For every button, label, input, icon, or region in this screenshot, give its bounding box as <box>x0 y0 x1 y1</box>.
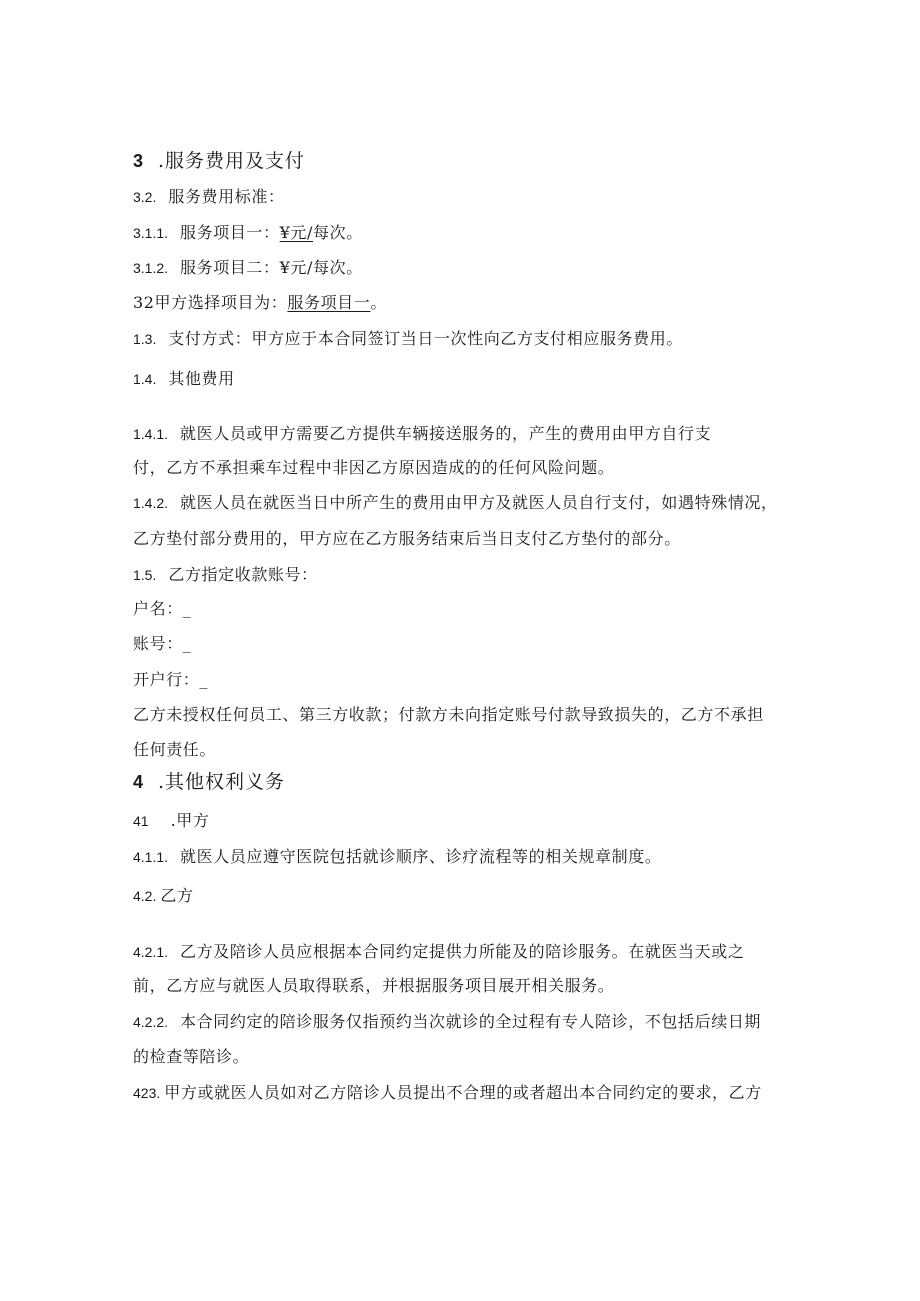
clause-1-3 <box>133 329 683 349</box>
price-blank: ¥元/ <box>279 223 314 242</box>
section-title: .服务费用及支付 <box>158 150 306 172</box>
disclaimer-continued: 任何责任。 <box>133 740 217 759</box>
clause-number: 3.1.1. <box>133 225 169 241</box>
clause-text: 服务项目二：¥元/每次。 <box>180 258 363 277</box>
clause-text: 甲方或就医人员如对乙方陪诊人员提出不合理的或者超出本合同约定的要求，乙方 <box>164 1083 762 1102</box>
clause-text: 付，乙方不承担乘车过程中非因乙方原因造成的的任何风险问题。 <box>133 458 615 477</box>
clause-32 <box>133 293 387 313</box>
clause-4-2 <box>133 886 194 906</box>
clause-text-suffix: 。 <box>370 293 387 312</box>
section-3-heading <box>133 151 305 171</box>
clause-number: 3.1.2. <box>133 260 169 276</box>
clause-4-2-1 <box>133 942 744 962</box>
clause-1-4-2-continued <box>133 529 681 549</box>
clause-4-2-1-continued: 前，乙方应与就医人员取得联系，并根据服务项目展开相关服务。 <box>133 976 615 995</box>
section-number: 3 <box>133 151 145 171</box>
clause-text-suffix: 每次。 <box>313 223 363 242</box>
section-4-heading <box>133 772 285 792</box>
clause-4-1-1 <box>133 847 661 867</box>
clause-text: 乙方 <box>160 886 194 905</box>
clause-text: 就医人员或甲方需要乙方提供车辆接送服务的，产生的费用由甲方自行支 <box>180 424 712 443</box>
clause-text: 32甲方选择项目为： <box>133 293 288 312</box>
account-name-line: 户名：_ <box>133 599 192 618</box>
clause-number: 4.1.1. <box>133 849 169 865</box>
section-title: .其他权利义务 <box>158 771 286 793</box>
clause-number: 1.4.1. <box>133 426 169 442</box>
clause-number: 41 <box>133 813 149 829</box>
clause-number: 4.2.1. <box>133 944 169 960</box>
account-number-line: 账号：_ <box>133 634 192 653</box>
clause-1-4-2 <box>133 493 778 513</box>
clause-3-1-1 <box>133 223 363 243</box>
clause-1-4-1-continued <box>133 458 614 478</box>
clause-text: .甲方 <box>170 811 210 830</box>
clause-number: 423. <box>133 1085 161 1101</box>
section-number: 4 <box>133 772 145 792</box>
clause-text: 乙方及陪诊人员应根据本合同约定提供力所能及的陪诊服务。在就医当天或之 <box>180 942 745 961</box>
clause-4-2-2-continued: 的检查等陪诊。 <box>133 1047 250 1066</box>
clause-3-2 <box>133 187 285 207</box>
clause-text: 乙方垫付部分费用的，甲方应在乙方服务结束后当日支付乙方垫付的部分。 <box>133 529 681 548</box>
clause-number: 1.4.2. <box>133 495 169 511</box>
clause-number: 3.2. <box>133 189 157 205</box>
clause-3-1-2 <box>133 258 363 278</box>
clause-text: 本合同约定的陪诊服务仅指预约当次就诊的全过程有专人陪诊，不包括后续日期 <box>180 1012 762 1031</box>
clause-number: 1.4. <box>133 371 157 387</box>
clause-text: 服务费用标准： <box>168 187 285 206</box>
clause-1-5 <box>133 565 318 585</box>
clause-text: 服务项目一： <box>180 223 280 242</box>
account-bank-line: 开户行：_ <box>133 670 209 689</box>
clause-text: 其他费用 <box>168 369 235 388</box>
disclaimer: 乙方未授权任何员工、第三方收款；付款方未向指定账号付款导致损失的，乙方不承担 <box>133 705 764 724</box>
selected-item: 服务项目一 <box>287 293 371 312</box>
clause-text: 就医人员在就医当日中所产生的费用由甲方及就医人员自行支付，如遇特殊情况， <box>180 493 778 512</box>
clause-423 <box>133 1083 762 1103</box>
clause-text: 乙方指定收款账号： <box>168 565 318 584</box>
clause-1-4-1 <box>133 424 711 444</box>
clause-number: 1.3. <box>133 331 157 347</box>
clause-4-2-2 <box>133 1012 761 1032</box>
clause-number: 4.2. <box>133 888 157 904</box>
clause-number: 1.5. <box>133 567 157 583</box>
clause-41 <box>133 811 209 831</box>
clause-number: 4.2.2. <box>133 1014 169 1030</box>
clause-text: 支付方式：甲方应于本合同签订当日一次性向乙方支付相应服务费用。 <box>168 329 683 348</box>
clause-1-4 <box>133 369 235 389</box>
clause-text: 就医人员应遵守医院包括就诊顺序、诊疗流程等的相关规章制度。 <box>180 847 662 866</box>
